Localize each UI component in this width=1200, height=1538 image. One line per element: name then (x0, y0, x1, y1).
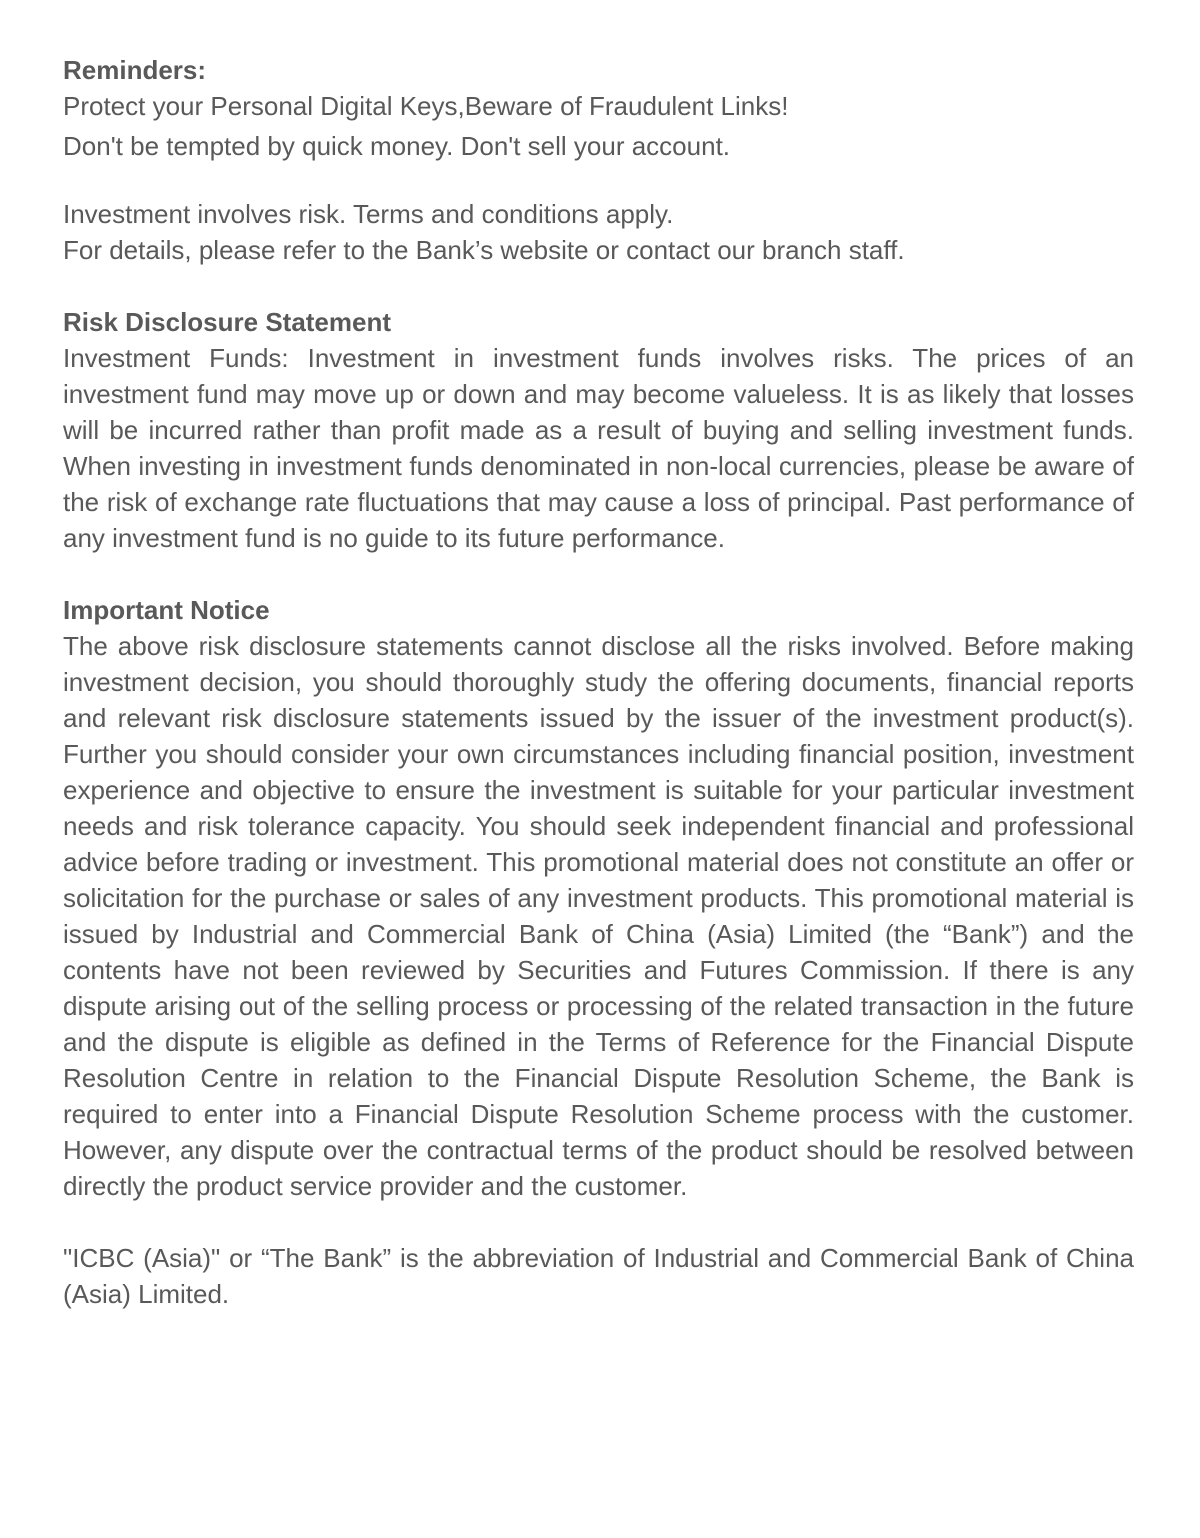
investment-risk-line: Investment involves risk. Terms and conditions apply. (63, 199, 674, 229)
reminders-heading: Reminders: (63, 55, 207, 85)
important-notice-section (63, 592, 1134, 1204)
spacer (63, 268, 1134, 304)
risk-disclosure-heading: Risk Disclosure Statement (63, 307, 392, 337)
important-notice-heading: Important Notice (63, 595, 270, 625)
abbreviation-body: "ICBC (Asia)" or “The Bank” is the abbreviation of Industrial and Commercial Bank of China (Asia) Limited. (63, 1243, 1134, 1309)
disclaimer-document (63, 52, 1134, 1312)
spacer (63, 164, 1134, 196)
spacer (63, 1204, 1134, 1240)
details-line: For details, please refer to the Bank’s website or contact our branch staff. (63, 235, 905, 265)
abbreviation-section (63, 1240, 1134, 1312)
reminder-line-quick-money: Don't be tempted by quick money. Don't sell your account. (63, 131, 731, 161)
reminders-section (63, 52, 1134, 164)
important-notice-body: The above risk disclosure statements cannot disclose all the risks involved. Before making investment decision, you should thoroughly study the offering documents, financial reports and relevant risk disclosure statements issued by the issuer of the investment product(s). Further you should consider your own circumstances including financial position, investment experience and objective to ensure the investment is suitable for your particular investment needs and risk tolerance capacity. You should seek independent financial and professional advice before trading or investment. This promotional material does not constitute an offer or solicitation for the purchase or sales of any investment products. This promotional material is issued by Industrial and Commercial Bank of China (Asia) Limited (the “Bank”) and the contents have not been reviewed by Securities and Futures Commission. If there is any dispute arising out of the selling process or processing of the related transaction in the future and the dispute is eligible as defined in the Terms of Reference for the Financial Dispute Resolution Centre in relation to the Financial Dispute Resolution Scheme, the Bank is required to enter into a Financial Dispute Resolution Scheme process with the customer. However, any dispute over the contractual terms of the product should be resolved between directly the product service provider and the customer. (63, 631, 1134, 1201)
reminder-line-digital-keys: Protect your Personal Digital Keys,Beware of Fraudulent Links! (63, 91, 789, 121)
risk-disclosure-section (63, 304, 1134, 556)
risk-disclosure-body: Investment Funds: Investment in investment funds involves risks. The prices of an investment fund may move up or down and may become valueless. It is as likely that losses will be incurred rather than profit made as a result of buying and selling investment funds. When investing in investment funds denominated in non-local currencies, please be aware of the risk of exchange rate fluctuations that may cause a loss of principal. Past performance of any investment fund is no guide to its future performance. (63, 343, 1134, 553)
investment-notice-section (63, 196, 1134, 268)
spacer (63, 556, 1134, 592)
